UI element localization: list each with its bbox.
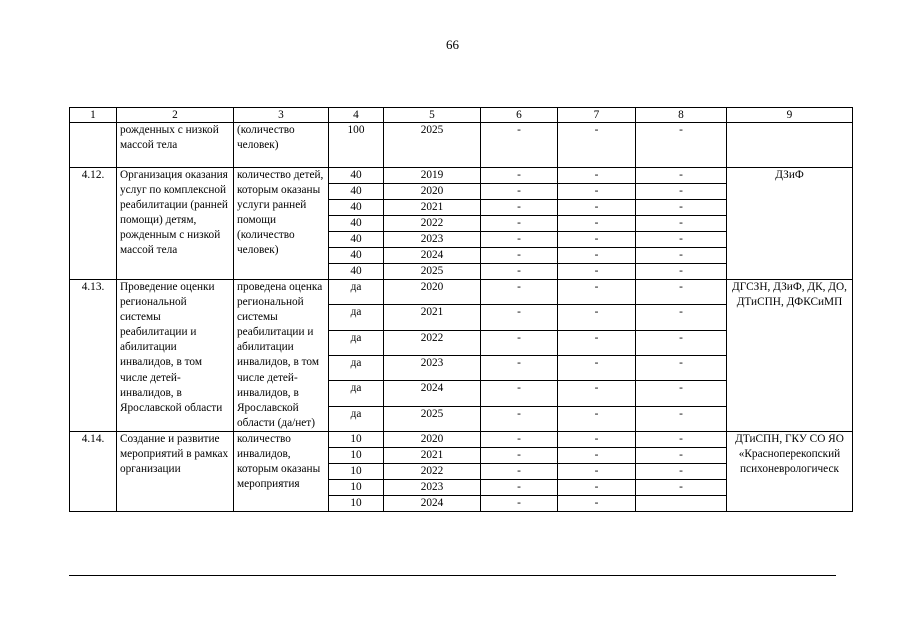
col7-cell: - bbox=[558, 216, 636, 232]
col8-cell: - bbox=[636, 447, 727, 463]
value-cell: 40 bbox=[329, 248, 384, 264]
year-cell: 2024 bbox=[384, 381, 481, 406]
table-body bbox=[70, 108, 853, 512]
col8-cell: - bbox=[636, 264, 727, 280]
col8-cell: - bbox=[636, 184, 727, 200]
col6-cell: - bbox=[481, 406, 558, 431]
col7-cell: - bbox=[558, 200, 636, 216]
col7-cell: - bbox=[558, 406, 636, 431]
value-cell: 40 bbox=[329, 216, 384, 232]
value-cell: да bbox=[329, 355, 384, 380]
value-cell: 40 bbox=[329, 264, 384, 280]
col8-cell: - bbox=[636, 280, 727, 305]
responsible-cell: ДГСЗН, ДЗиФ, ДК, ДО, ДТиСПН, ДФКСиМП bbox=[727, 280, 853, 432]
col6-cell: - bbox=[481, 355, 558, 380]
value-cell: 100 bbox=[329, 123, 384, 168]
year-cell: 2023 bbox=[384, 479, 481, 495]
year-cell: 2024 bbox=[384, 495, 481, 511]
col8-cell: - bbox=[636, 248, 727, 264]
col7-cell: - bbox=[558, 479, 636, 495]
col8-cell: - bbox=[636, 463, 727, 479]
year-cell: 2022 bbox=[384, 463, 481, 479]
col8-cell: - bbox=[636, 123, 727, 168]
col7-cell: - bbox=[558, 495, 636, 511]
col8-cell: - bbox=[636, 431, 727, 447]
col7-cell: - bbox=[558, 280, 636, 305]
header-cell: 9 bbox=[727, 108, 853, 123]
value-cell: 10 bbox=[329, 495, 384, 511]
item-number-cell: 4.13. bbox=[70, 280, 117, 432]
col8-cell: - bbox=[636, 232, 727, 248]
value-cell: да bbox=[329, 280, 384, 305]
col8-cell: - bbox=[636, 168, 727, 184]
value-cell: 40 bbox=[329, 168, 384, 184]
value-cell: 40 bbox=[329, 184, 384, 200]
col7-cell: - bbox=[558, 248, 636, 264]
col8-cell: - bbox=[636, 200, 727, 216]
col7-cell: - bbox=[558, 330, 636, 355]
col7-cell: - bbox=[558, 447, 636, 463]
header-cell: 5 bbox=[384, 108, 481, 123]
col6-cell: - bbox=[481, 216, 558, 232]
col7-cell: - bbox=[558, 305, 636, 330]
col8-cell: - bbox=[636, 216, 727, 232]
item-name-cell: рожденных с низкой массой тела bbox=[117, 123, 234, 168]
year-cell: 2020 bbox=[384, 184, 481, 200]
value-cell: 40 bbox=[329, 200, 384, 216]
header-cell: 8 bbox=[636, 108, 727, 123]
year-cell: 2022 bbox=[384, 330, 481, 355]
col6-cell: - bbox=[481, 232, 558, 248]
value-cell: да bbox=[329, 381, 384, 406]
col6-cell: - bbox=[481, 248, 558, 264]
col6-cell: - bbox=[481, 431, 558, 447]
header-cell: 3 bbox=[234, 108, 329, 123]
indicator-cell: количество инвалидов, которым оказаны мероприятия bbox=[234, 431, 329, 511]
col7-cell: - bbox=[558, 355, 636, 380]
value-cell: да bbox=[329, 330, 384, 355]
responsible-cell: ДЗиФ bbox=[727, 168, 853, 280]
col7-cell: - bbox=[558, 264, 636, 280]
table-bottom-border bbox=[69, 575, 836, 576]
col6-cell: - bbox=[481, 305, 558, 330]
item-number-cell: 4.14. bbox=[70, 431, 117, 511]
col6-cell: - bbox=[481, 280, 558, 305]
header-cell: 1 bbox=[70, 108, 117, 123]
year-cell: 2024 bbox=[384, 248, 481, 264]
indicator-cell: (количество человек) bbox=[234, 123, 329, 168]
item-number-cell bbox=[70, 123, 117, 168]
header-cell: 6 bbox=[481, 108, 558, 123]
header-row bbox=[70, 108, 853, 123]
item-number-cell: 4.12. bbox=[70, 168, 117, 280]
plan-table bbox=[69, 107, 853, 512]
year-cell: 2020 bbox=[384, 280, 481, 305]
year-cell: 2023 bbox=[384, 232, 481, 248]
year-cell: 2021 bbox=[384, 200, 481, 216]
header-cell: 4 bbox=[329, 108, 384, 123]
col6-cell: - bbox=[481, 447, 558, 463]
year-cell: 2021 bbox=[384, 305, 481, 330]
col7-cell: - bbox=[558, 381, 636, 406]
indicator-cell: количество детей, которым оказаны услуги ранней помощи (количество человек) bbox=[234, 168, 329, 280]
table-row bbox=[70, 168, 853, 184]
col7-cell: - bbox=[558, 184, 636, 200]
col8-cell: - bbox=[636, 479, 727, 495]
col6-cell: - bbox=[481, 168, 558, 184]
col6-cell: - bbox=[481, 200, 558, 216]
col6-cell: - bbox=[481, 123, 558, 168]
col8-cell: - bbox=[636, 305, 727, 330]
year-cell: 2025 bbox=[384, 123, 481, 168]
value-cell: да bbox=[329, 305, 384, 330]
year-cell: 2025 bbox=[384, 406, 481, 431]
col8-cell: - bbox=[636, 406, 727, 431]
responsible-cell bbox=[727, 123, 853, 168]
header-cell: 7 bbox=[558, 108, 636, 123]
year-cell: 2020 bbox=[384, 431, 481, 447]
page-number: 66 bbox=[446, 37, 459, 52]
table-row bbox=[70, 123, 853, 168]
col8-cell bbox=[636, 495, 727, 511]
year-cell: 2023 bbox=[384, 355, 481, 380]
col7-cell: - bbox=[558, 463, 636, 479]
col7-cell: - bbox=[558, 123, 636, 168]
table-row bbox=[70, 280, 853, 305]
year-cell: 2022 bbox=[384, 216, 481, 232]
col7-cell: - bbox=[558, 431, 636, 447]
item-name-cell: Организация оказания услуг по комплексной реабилитации (ранней помощи) детям, рожденным с низкой массой тела bbox=[117, 168, 234, 280]
item-name-cell: Создание и развитие мероприятий в рамках организации bbox=[117, 431, 234, 511]
value-cell: 40 bbox=[329, 232, 384, 248]
header-cell: 2 bbox=[117, 108, 234, 123]
col6-cell: - bbox=[481, 479, 558, 495]
col8-cell: - bbox=[636, 381, 727, 406]
value-cell: 10 bbox=[329, 463, 384, 479]
value-cell: 10 bbox=[329, 447, 384, 463]
col6-cell: - bbox=[481, 264, 558, 280]
col8-cell: - bbox=[636, 355, 727, 380]
year-cell: 2019 bbox=[384, 168, 481, 184]
indicator-cell: проведена оценка региональной системы реабилитации и абилитации инвалидов, в том числе детей-инвалидов, в Ярославской области (да/нет) bbox=[234, 280, 329, 432]
value-cell: 10 bbox=[329, 431, 384, 447]
item-name-cell: Проведение оценки региональной системы реабилитации и абилитации инвалидов, в том числе детей-инвалидов, в Ярославской области bbox=[117, 280, 234, 432]
value-cell: 10 bbox=[329, 479, 384, 495]
col6-cell: - bbox=[481, 495, 558, 511]
year-cell: 2025 bbox=[384, 264, 481, 280]
col7-cell: - bbox=[558, 232, 636, 248]
responsible-cell: ДТиСПН, ГКУ СО ЯО «Краснoперекопский психоневрологическ bbox=[727, 431, 853, 511]
col6-cell: - bbox=[481, 381, 558, 406]
col6-cell: - bbox=[481, 184, 558, 200]
year-cell: 2021 bbox=[384, 447, 481, 463]
col7-cell: - bbox=[558, 168, 636, 184]
col6-cell: - bbox=[481, 330, 558, 355]
table-row bbox=[70, 431, 853, 447]
col8-cell: - bbox=[636, 330, 727, 355]
col6-cell: - bbox=[481, 463, 558, 479]
value-cell: да bbox=[329, 406, 384, 431]
